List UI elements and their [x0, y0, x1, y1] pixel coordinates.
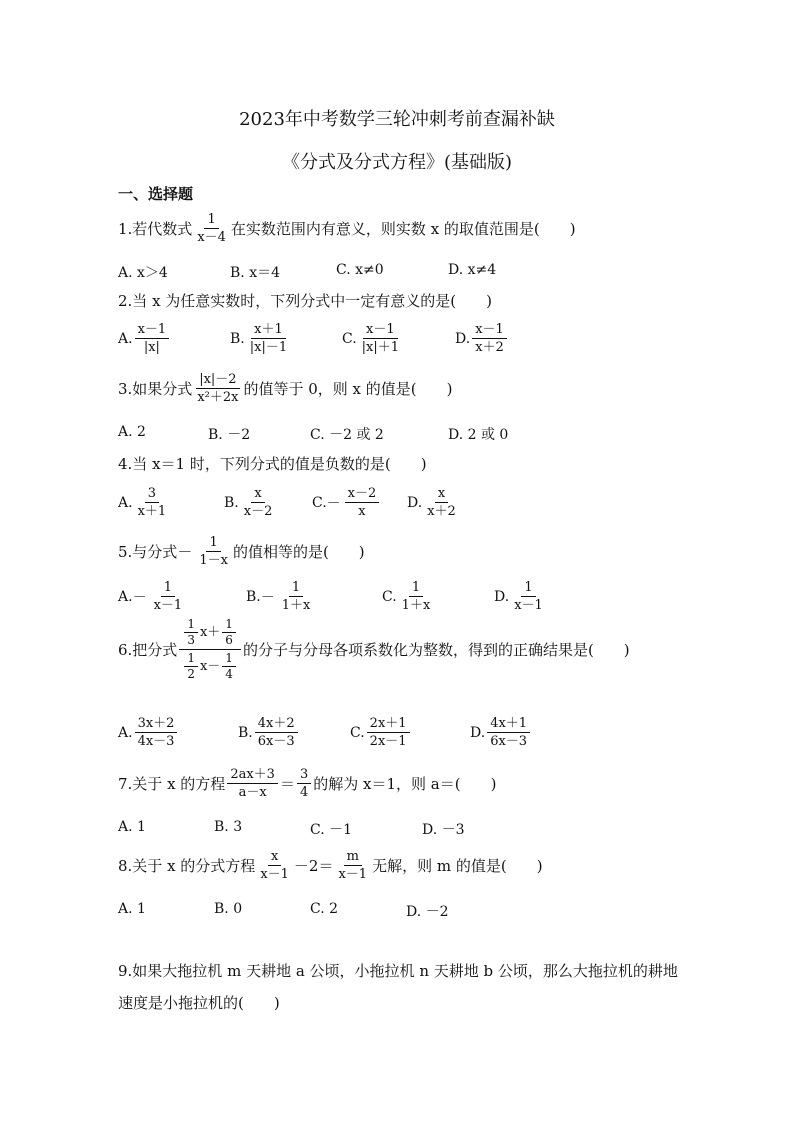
q7-frac-den: a－x: [238, 785, 267, 800]
q4-b-den: x－2: [243, 504, 273, 519]
q5-d-num: 1: [521, 580, 535, 597]
question-3: [118, 372, 452, 405]
q6-complex-fraction: [179, 618, 241, 681]
q2-d-num: x－1: [472, 322, 507, 339]
q7-frac2-num: 3: [297, 767, 311, 784]
q5-option-d: [494, 580, 548, 613]
q6-option-a-label: A.: [118, 724, 133, 741]
q6-a-num: 3x＋2: [135, 716, 178, 733]
q6-d-num: 4x＋1: [487, 716, 530, 733]
q4-option-b: [224, 486, 277, 519]
q5-d-den: x－1: [514, 598, 543, 613]
q3-option-d: D. 2 或 0: [448, 427, 509, 443]
q4-c-sign: －: [326, 495, 341, 512]
q4-option-c: [312, 486, 381, 519]
q6-c-num: 2x＋1: [367, 716, 410, 733]
q2-option-a-label: A.: [118, 330, 133, 347]
q3-post: 的值等于 0，则 x 的值是( ): [243, 379, 453, 398]
q4-option-d: [407, 486, 461, 519]
q2-c-num: x－1: [363, 322, 398, 339]
q3-frac-den: x²＋2x: [197, 390, 239, 405]
q5-b-den: 1＋x: [281, 598, 311, 613]
q5-option-d-label: D.: [494, 588, 510, 605]
q5-a-den: x－1: [153, 598, 183, 613]
q2-a-num: x－1: [135, 322, 170, 339]
q5-option-a: [118, 580, 187, 613]
q6-bot-a-num: 1: [184, 652, 198, 667]
q7-post: 的解为 x＝1，则 a＝( ): [313, 774, 497, 793]
document-subtitle: 《分式及分式方程》(基础版): [281, 152, 513, 173]
q5-b-num: 1: [289, 580, 303, 597]
question-7: [118, 767, 496, 800]
q5-frac-num: 1: [206, 535, 220, 552]
q8-option-b: B. 0: [214, 901, 243, 917]
question-2: 2.当 x 为任意实数时，下列分式中一定有意义的是( ): [118, 292, 493, 310]
q7-pre: 7.关于 x 的方程: [118, 774, 226, 793]
section-heading: 一、选择题: [118, 185, 194, 203]
q2-a-den: |x|: [143, 340, 160, 355]
q8-option-d: D. －2: [406, 904, 449, 920]
q8-frac2-num: m: [344, 849, 362, 866]
q6-top-a-den: 3: [187, 633, 195, 647]
q8-frac-num: x: [268, 849, 281, 866]
q8-mid: －2＝: [293, 856, 334, 875]
q4-option-a-label: A.: [118, 494, 133, 511]
q1-option-d: D. x≠4: [448, 262, 497, 278]
document-title: 2023年中考数学三轮冲刺考前查漏补缺: [239, 109, 555, 130]
q5-option-b-label: B.: [246, 588, 261, 605]
q6-top-mid: x＋: [199, 625, 221, 640]
question-5: [118, 535, 365, 568]
q6-pre: 6.把分式: [118, 640, 178, 659]
q2-b-den: |x|－1: [249, 340, 288, 355]
q8-frac-den: x－1: [260, 867, 289, 882]
q7-option-b: B. 3: [214, 819, 243, 835]
q2-b-num: x＋1: [251, 322, 286, 339]
q4-c-den: x: [358, 504, 366, 519]
q4-a-den: x＋1: [137, 504, 167, 519]
q4-d-num: x: [435, 486, 448, 503]
q8-option-c: C. 2: [310, 901, 339, 917]
q2-option-c-label: C.: [342, 330, 357, 347]
q5-option-c: [382, 580, 435, 613]
q1-option-a: A. x＞4: [118, 265, 168, 281]
question-4: 4.当 x＝1 时，下列分式的值是负数的是( ): [118, 455, 427, 473]
q1-frac-den: x－4: [197, 230, 226, 245]
q6-numerator: [179, 618, 241, 650]
q6-b-num: 4x＋2: [255, 716, 298, 733]
q6-option-c: [350, 716, 412, 749]
q5-c-num: 1: [409, 580, 423, 597]
q4-option-d-label: D.: [407, 494, 423, 511]
q5-frac-den: 1－x: [199, 553, 228, 568]
q6-denominator: [179, 650, 241, 681]
q6-a-den: 4x－3: [137, 734, 175, 749]
q5-option-c-label: C.: [382, 588, 397, 605]
q2-option-a: [118, 322, 171, 355]
q4-a-num: 3: [145, 486, 159, 503]
q1-option-b: B. x＝4: [230, 265, 280, 281]
q5-a-num: 1: [161, 580, 175, 597]
q6-c-den: 2x－1: [369, 734, 407, 749]
q1-pre: 1.若代数式: [118, 219, 193, 238]
q2-option-b: [230, 322, 292, 355]
q5-c-den: 1＋x: [401, 598, 431, 613]
q4-option-a: [118, 486, 171, 519]
q6-option-d: [470, 716, 532, 749]
q7-frac-num: 2ax＋3: [227, 767, 278, 784]
q3-option-a: A. 2: [118, 424, 146, 440]
q5-b-sign: －: [260, 589, 275, 606]
q6-bot-a-den: 2: [187, 667, 195, 681]
q7-eq: ＝: [279, 774, 295, 793]
q6-top-a-num: 1: [184, 618, 198, 633]
q2-option-d: [455, 322, 509, 355]
q6-bot-b-den: 4: [225, 667, 233, 681]
q6-d-den: 6x－3: [490, 734, 528, 749]
q6-top-b-den: 6: [225, 633, 233, 647]
q8-frac2-den: x－1: [338, 867, 368, 882]
q8-option-a: A. 1: [118, 901, 146, 917]
q1-option-c: C. x≠0: [336, 262, 384, 278]
question-8: [118, 849, 543, 882]
q4-option-b-label: B.: [224, 494, 239, 511]
q2-option-b-label: B.: [230, 330, 245, 347]
q8-post: 无解，则 m 的值是( ): [372, 856, 543, 875]
q6-post: 的分子与分母各项系数化为整数，得到的正确结果是( ): [242, 640, 630, 659]
q1-frac-num: 1: [204, 212, 218, 229]
q4-c-num: x－2: [345, 486, 380, 503]
q6-top-b-num: 1: [222, 618, 236, 633]
q1-post: 在实数范围内有意义，则实数 x 的取值范围是( ): [230, 219, 576, 238]
q5-option-a-label: A.: [118, 588, 133, 605]
q3-option-b: B. －2: [208, 427, 251, 443]
q2-option-d-label: D.: [455, 330, 471, 347]
q6-bot-b-num: 1: [222, 652, 236, 667]
q7-option-a: A. 1: [118, 819, 146, 835]
q6-option-b: [238, 716, 300, 749]
q6-option-b-label: B.: [238, 724, 253, 741]
q2-c-den: |x|＋1: [361, 340, 400, 355]
q5-post: 的值相等的是( ): [232, 542, 365, 561]
question-1: [118, 212, 576, 245]
q8-pre: 8.关于 x 的分式方程: [118, 856, 256, 875]
q6-option-d-label: D.: [470, 724, 486, 741]
question-9-line-2: 速度是小拖拉机的( ): [118, 994, 280, 1012]
q1-fraction: [194, 212, 229, 245]
question-9-line-1: 9.如果大拖拉机 m 天耕地 a 公顷，小拖拉机 n 天耕地 b 公顷，那么大拖拉机的耕地: [118, 962, 678, 980]
q5-pre: 5.与分式: [118, 542, 178, 561]
q5-sign: －: [177, 542, 193, 561]
q7-option-d: D. －3: [422, 822, 465, 838]
q3-pre: 3.如果分式: [118, 379, 193, 398]
q5-a-sign: －: [132, 589, 147, 606]
q3-option-c: C. －2 或 2: [310, 427, 384, 443]
q4-b-num: x: [251, 486, 264, 503]
q6-option-a: [118, 716, 179, 749]
q6-option-c-label: C.: [350, 724, 365, 741]
q3-frac-num: |x|－2: [196, 372, 239, 389]
q6-b-den: 6x－3: [257, 734, 295, 749]
q5-option-b: [246, 580, 315, 613]
question-6: [118, 618, 630, 681]
q7-option-c: C. －1: [310, 822, 353, 838]
q6-bot-mid: x－: [199, 659, 221, 674]
q4-option-c-label: C.: [312, 494, 327, 511]
q4-d-den: x＋2: [427, 504, 456, 519]
q7-frac2-den: 4: [299, 785, 309, 800]
q2-option-c: [342, 322, 404, 355]
q2-d-den: x＋2: [475, 340, 504, 355]
